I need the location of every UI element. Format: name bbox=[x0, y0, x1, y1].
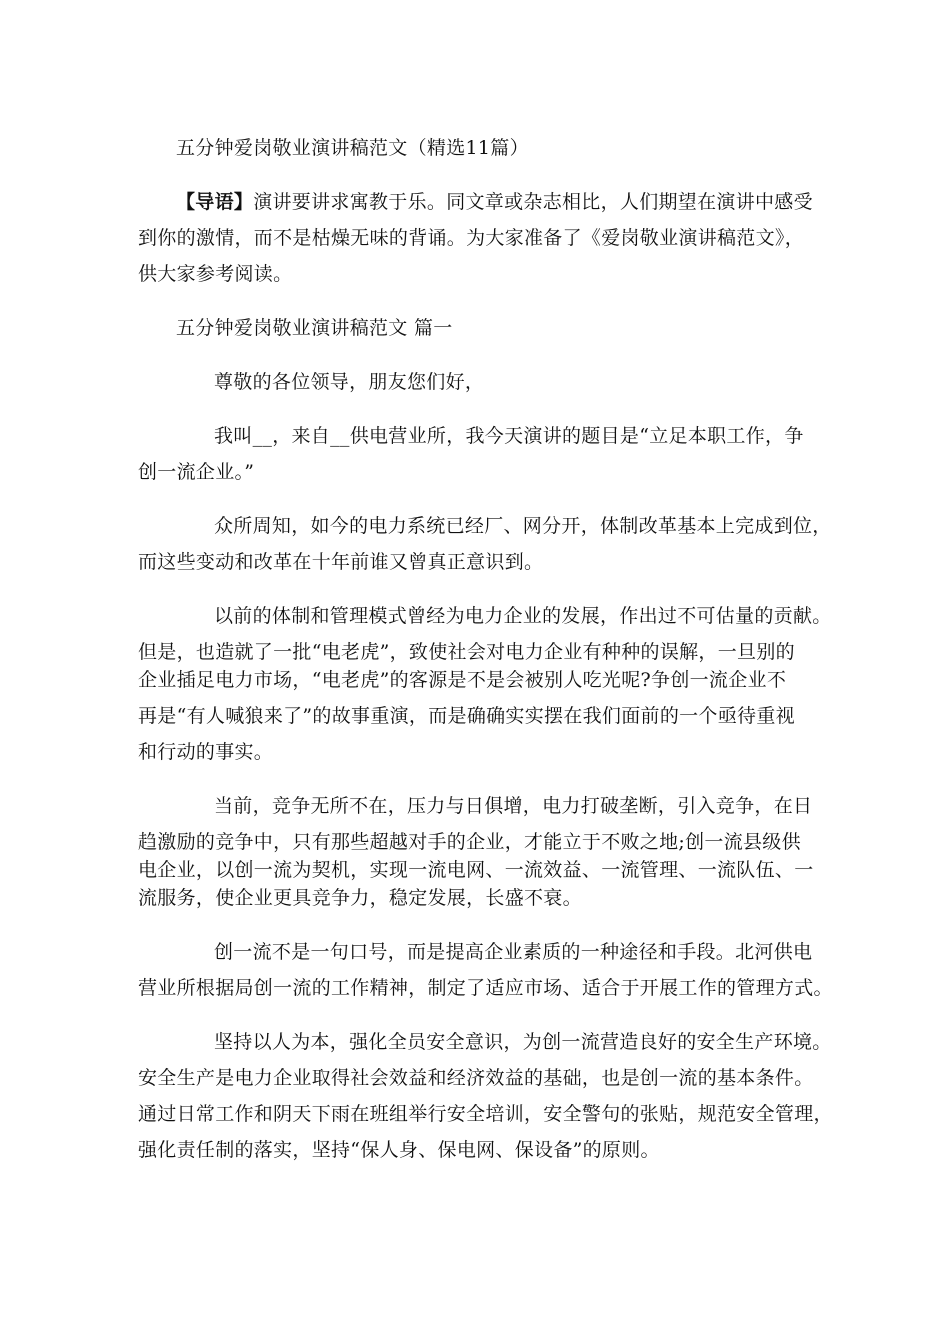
paragraph-3-line-1: 众所周知，如今的电力系统已经厂、网分开，体制改革基本上完成到位， bbox=[214, 515, 832, 537]
paragraph-2-line-1: 我叫__，来自__供电营业所，我今天演讲的题目是“立足本职工作，争 bbox=[214, 425, 804, 447]
intro-text-1: 演讲要讲求寓教于乐。同文章或杂志相比，人们期望在演讲中感受 bbox=[253, 191, 813, 213]
paragraph-6-line-1: 创一流不是一句口号，而是提高企业素质的一种途径和手段。北河供电 bbox=[214, 941, 813, 963]
paragraph-5-line-4: 流服务，使企业更具竞争力，稳定发展，长盛不衰。 bbox=[138, 887, 582, 909]
intro-line-1 bbox=[176, 190, 813, 214]
paragraph-6-line-2: 营业所根据局创一流的工作精神，制定了适应市场、适合于开展工作的管理方式。 bbox=[138, 977, 833, 999]
intro-line-3: 供大家参考阅读。 bbox=[138, 263, 293, 285]
paragraph-4-line-4: 再是“有人喊狼来了”的故事重演，而是确确实实摆在我们面前的一个亟待重视 bbox=[138, 705, 795, 727]
intro-label: 【导语】 bbox=[176, 191, 254, 213]
document-title: 五分钟爱岗敬业演讲稿范文（精选11篇） bbox=[176, 137, 529, 159]
paragraph-4-line-1: 以前的体制和管理模式曾经为电力企业的发展，作出过不可估量的贡献。 bbox=[214, 605, 832, 627]
paragraph-4-line-3: 企业插足电力市场，“电老虎”的客源是不是会被别人吃光呢?争创一流企业不 bbox=[138, 669, 787, 691]
paragraph-1-line-1: 尊敬的各位领导，朋友您们好， bbox=[214, 371, 485, 393]
paragraph-5-line-2: 趋激励的竞争中，只有那些超越对手的企业，才能立于不败之地;创一流县级供 bbox=[138, 831, 801, 853]
paragraph-2-line-2: 创一流企业。” bbox=[138, 461, 255, 483]
paragraph-3-line-2: 而这些变动和改革在十年前谁又曾真正意识到。 bbox=[138, 551, 544, 573]
paragraph-7-line-1: 坚持以人为本，强化全员安全意识，为创一流营造良好的安全生产环境。 bbox=[214, 1031, 832, 1053]
paragraph-4-line-5: 和行动的事实。 bbox=[138, 741, 274, 763]
paragraph-7-line-2: 安全生产是电力企业取得社会效益和经济效益的基础，也是创一流的基本条件。 bbox=[138, 1067, 814, 1089]
section-title: 五分钟爱岗敬业演讲稿范文 篇一 bbox=[176, 317, 453, 339]
paragraph-5-line-3: 电企业，以创一流为契机，实现一流电网、一流效益、一流管理、一流队伍、一 bbox=[138, 859, 814, 881]
paragraph-7-line-3: 通过日常工作和阴天下雨在班组举行安全培训，安全警句的张贴，规范安全管理， bbox=[138, 1103, 833, 1125]
paragraph-7-line-4: 强化责任制的落实，坚持“保人身、保电网、保设备”的原则。 bbox=[138, 1139, 660, 1161]
paragraph-5-line-1: 当前，竞争无所不在，压力与日俱增，电力打破垄断，引入竞争，在日 bbox=[214, 795, 813, 817]
paragraph-4-line-2: 但是，也造就了一批“电老虎”，致使社会对电力企业有种种的误解，一旦别的 bbox=[138, 641, 795, 663]
intro-line-2: 到你的激情，而不是枯燥无味的背诵。为大家准备了《爱岗敬业演讲稿范文》， bbox=[138, 227, 805, 249]
